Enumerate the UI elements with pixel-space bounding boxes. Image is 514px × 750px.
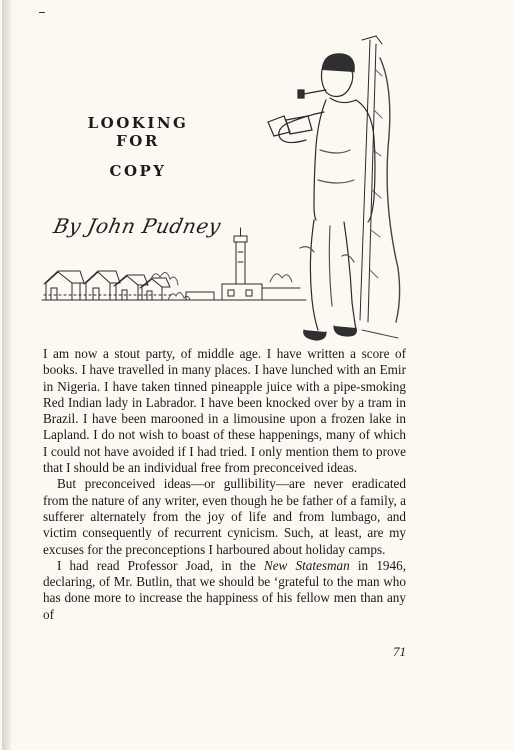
illustration-man-with-pipe bbox=[0, 0, 514, 360]
article-title-line-2: COPY bbox=[109, 162, 167, 180]
author-byline: By John Pudney bbox=[51, 214, 224, 238]
paragraph-3-end: in 1946, declaring, of Mr. Butlin, that we should be ‘grateful to the man who has done more to increase the happiness of his fellow men than any of bbox=[43, 557, 406, 622]
page-number: 71 bbox=[393, 644, 406, 659]
publication-name: New Statesman bbox=[263, 557, 350, 573]
chalets-drawing bbox=[44, 271, 190, 300]
article-title-line-1: LOOKING FOR bbox=[87, 114, 189, 150]
tower-drawing bbox=[186, 228, 300, 300]
paragraph-2: But preconceived ideas—or gullibility—are never eradicated from the nature of any writer, even though he be father of a family, a sufferer alternately from the joy of life and from lumbago, and victim consequently of recurrent cynicism. Such, at least, are my excuses for the preconceptions I harboured about holiday camps. bbox=[43, 476, 406, 557]
article-body bbox=[43, 346, 406, 623]
post-drawing bbox=[360, 36, 400, 338]
paragraph-3-start: I had read Professor Joad, in the bbox=[57, 557, 264, 573]
paragraph-1: I am now a stout party, of middle age. I have written a score of books. I have travelled in many places. I have lunched with an Emir in Nigeria. I have taken tinned pineapple juice with a pipe-smoking Red Indian lady in Labrador. I have been knocked over by a tram in Brazil. I have been marooned in a limousine upon a frozen lake in Lapland. I do not wish to boast of these happenings, many of which I could not have avoided if I had tried. I only mention them to prove that I should be an individual free from preconceived ideas. bbox=[43, 346, 406, 476]
paragraph-3 bbox=[43, 558, 406, 623]
man-drawing bbox=[268, 54, 375, 340]
